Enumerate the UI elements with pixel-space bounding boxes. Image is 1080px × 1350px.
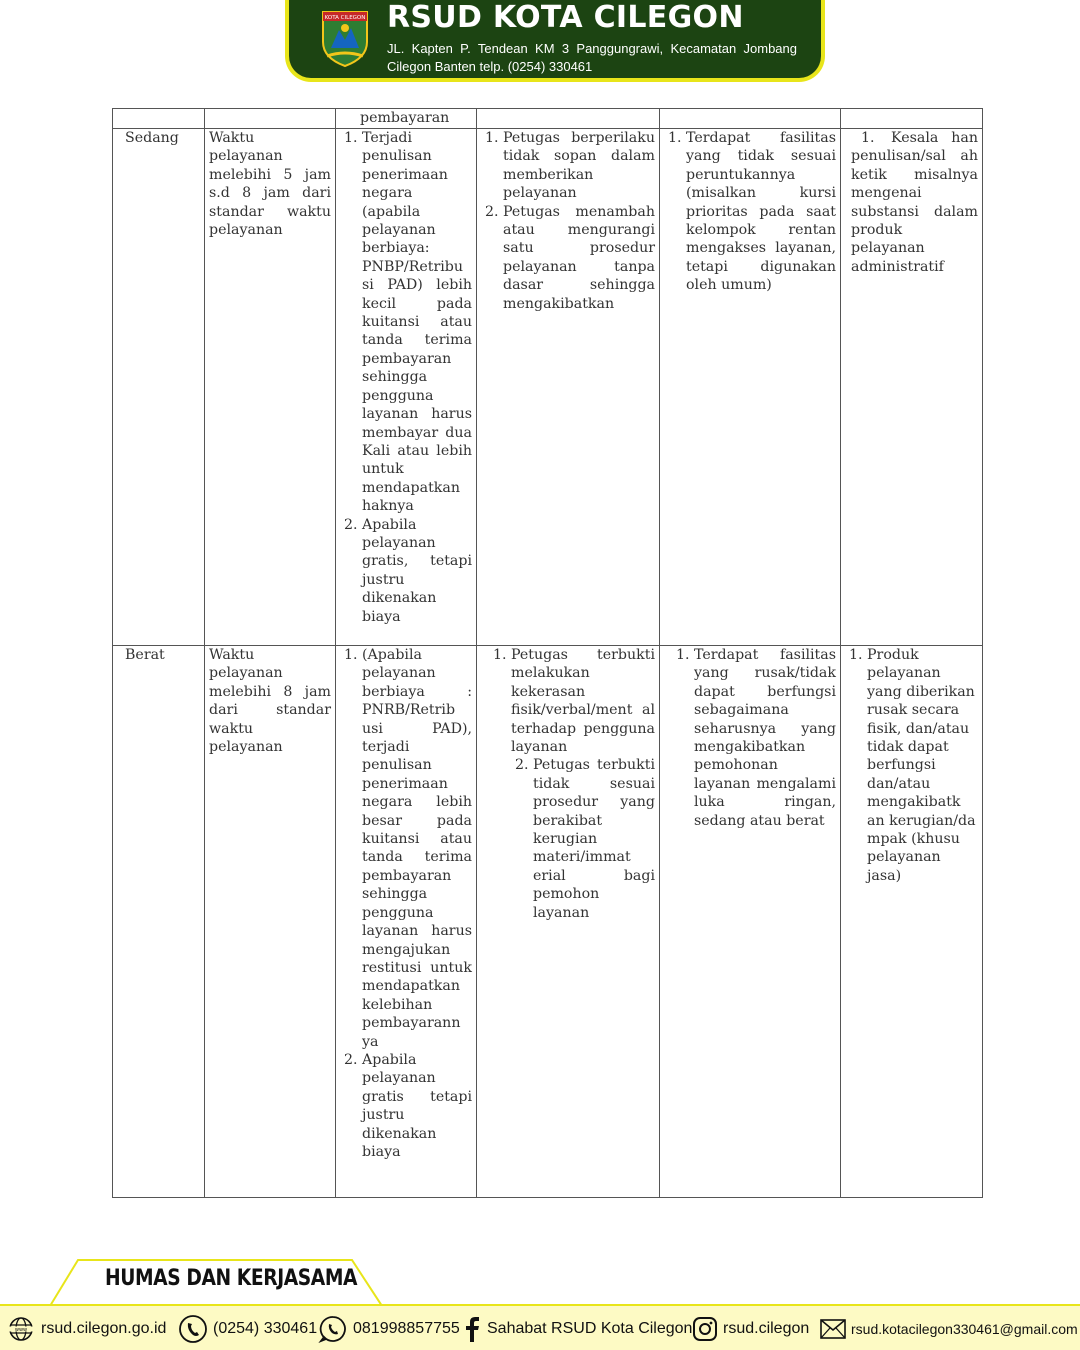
- produk-number: 1.: [861, 130, 875, 146]
- list-item: 2. Petugas terbukti tidak sesuai prosedur yang berakibat kerugian materi/immat erial bagi pemohon layanan: [533, 756, 655, 922]
- petugas-cell: [477, 646, 660, 1198]
- biaya-cell: [336, 129, 477, 646]
- biaya-cell: [336, 646, 477, 1198]
- instagram-link[interactable]: [692, 1316, 809, 1342]
- email-icon: [820, 1318, 846, 1340]
- list-item: 1. Produk pelayanan yang diberikan rusak secara fisik, dan/atau tidak dapat berfungsi dan/atau mengakibatk an kerugian/da mpak (khusu pelayanan jasa): [867, 646, 978, 885]
- produk-cell: [841, 129, 983, 646]
- instagram-text: rsud.cilegon: [723, 1320, 810, 1337]
- waktu-cell: Waktu pelayanan melebihi 5 jam s.d 8 jam dari standar waktu pelayanan: [205, 129, 336, 646]
- cilegon-emblem-icon: [317, 6, 373, 68]
- phone-text: (0254) 330461: [213, 1320, 318, 1337]
- produk-cell: [841, 646, 983, 1198]
- table-row-berat: [113, 646, 983, 1198]
- petugas-cell: [477, 129, 660, 646]
- facebook-link[interactable]: [462, 1316, 692, 1342]
- phone-icon: [178, 1315, 208, 1343]
- waktu-cell: Waktu pelayanan melebihi 8 jam dari standar waktu pelayanan: [205, 646, 336, 1198]
- list-item: 2. Petugas menambah atau mengurangi satu prosedur pelayanan tanpa dasar sehingga mengakibatkan: [503, 203, 655, 313]
- facebook-icon: [462, 1315, 482, 1343]
- whatsapp-link[interactable]: [318, 1316, 460, 1342]
- sarana-cell: [660, 129, 841, 646]
- website-text: rsud.cilegon.go.id: [41, 1320, 167, 1337]
- service-violation-table: [112, 108, 983, 1198]
- email-link[interactable]: [820, 1316, 1078, 1342]
- hospital-address: JL. Kapten P. Tendean KM 3 Panggungrawi, Kecamatan Jombang Cilegon Banten telp. (0254) 330461: [387, 41, 797, 74]
- facebook-text: Sahabat RSUD Kota Cilegon: [487, 1320, 693, 1337]
- web-icon: [6, 1316, 36, 1342]
- email-text: rsud.kotacilegon330461@gmail.com: [851, 1321, 1078, 1337]
- list-item: 1. (Apabila pelayanan berbiaya : PNRB/Retrib usi PAD), terjadi penulisan penerimaan negara lebih besar pada kuitansi atau tanda terima pembayaran sehingga pengguna layanan harus mengajukan restitusi untuk mendapatkan kelebihan pembayarann ya: [362, 646, 472, 1051]
- list-item: 2. Apabila pelayanan gratis tetapi justru dikenakan biaya: [362, 1051, 472, 1161]
- svg-text:KOTA CILEGON: KOTA CILEGON: [324, 15, 366, 21]
- website-link[interactable]: [6, 1316, 166, 1342]
- list-item: 1. Terdapat fasilitas yang tidak sesuai peruntukannya (misalkan kursi prioritas pada saat kelompok rentan mengakses layanan, tetapi digunakan oleh umum): [686, 129, 836, 295]
- hospital-title: RSUD KOTA CILEGON: [387, 0, 744, 35]
- whatsapp-icon: [318, 1315, 348, 1343]
- table-row-continuation: [113, 109, 983, 129]
- table-row-sedang: [113, 129, 983, 646]
- sarana-cell: [660, 646, 841, 1198]
- list-item: 1. Petugas berperilaku tidak sopan dalam memberikan pelayanan: [503, 129, 655, 203]
- list-item: 1. Terdapat fasilitas yang rusak/tidak dapat berfungsi sebagaimana seharusnya yang mengakibatkan pemohonan layanan mengalami luka ringan, sedang atau berat: [694, 646, 836, 830]
- continuation-text: pembayaran: [336, 109, 477, 129]
- header-banner: [285, 0, 825, 82]
- list-item: 1. Terjadi penulisan penerimaan negara (apabila pelayanan berbiaya: PNBP/Retribu si PAD) lebih kecil pada kuitansi atau tanda terima pembayaran sehingga pengguna layanan harus membayar dua Kali atau lebih untuk mendapatkan haknya: [362, 129, 472, 516]
- svg-text:www: www: [14, 1327, 28, 1333]
- instagram-icon: [692, 1316, 718, 1342]
- level-label: Sedang: [113, 129, 205, 646]
- list-item: 2. Apabila pelayanan gratis, tetapi justru dikenakan biaya: [362, 516, 472, 626]
- whatsapp-text: 081998857755: [353, 1320, 460, 1337]
- phone-link[interactable]: [178, 1316, 317, 1342]
- list-item: 1. Petugas terbukti melakukan kekerasan fisik/verbal/ment al terhadap pengguna layanan: [511, 646, 655, 756]
- level-label: Berat: [113, 646, 205, 1198]
- contact-bar: [0, 1304, 1080, 1350]
- humas-label: HUMAS DAN KERJASAMA: [105, 1266, 358, 1291]
- produk-text: Kesala han penulisan/sal ah ketik misalnya mengenai substansi dalam produk pelayanan administratif: [851, 130, 978, 275]
